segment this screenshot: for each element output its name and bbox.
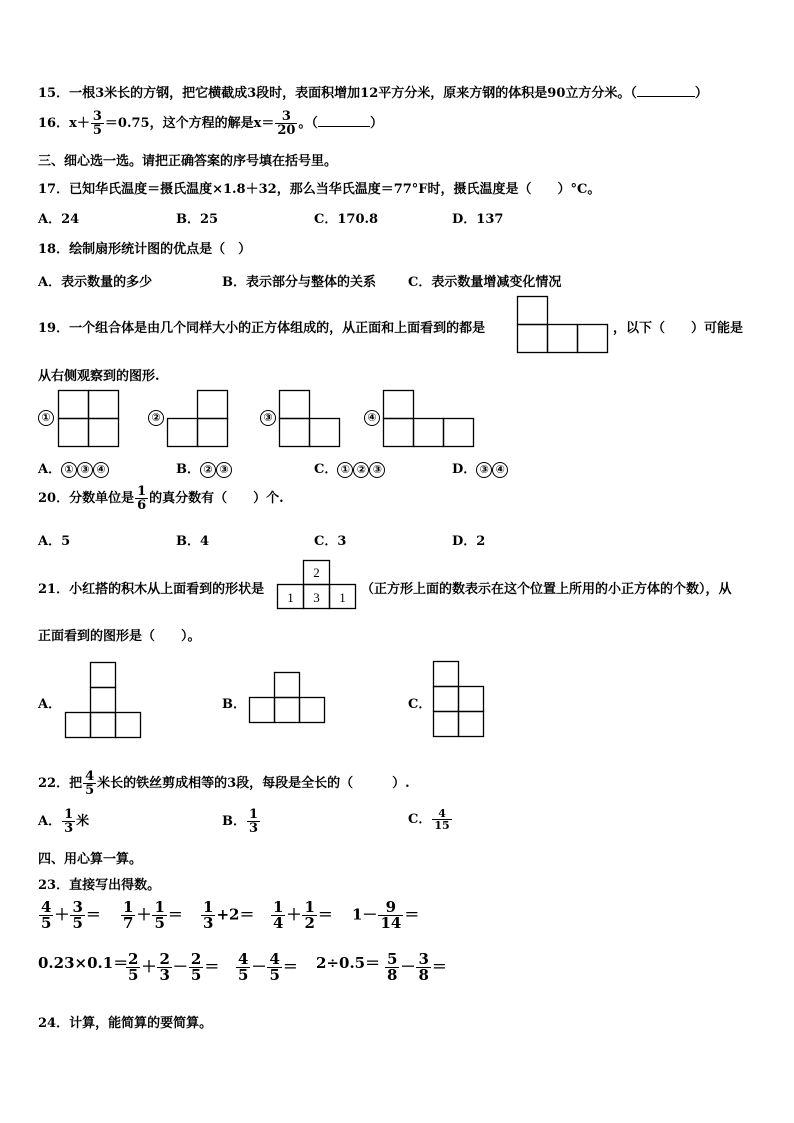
q23-row1-problem-2 (120, 900, 183, 931)
q21-option-c[interactable]: C． (408, 697, 432, 712)
numerator: 1 (123, 898, 134, 916)
fraction (121, 900, 135, 931)
question-19-text-a: 19．一个组合体是由几个同样大小的正方体组成的，从正面和上面看到的都是 (38, 321, 486, 336)
operator: ＝ (431, 957, 447, 976)
operator: 1－ (352, 905, 378, 924)
denominator: 5 (41, 914, 52, 932)
q20-option-a[interactable]: A．5 (38, 534, 71, 549)
fraction (267, 952, 281, 983)
option-letter: C． (314, 462, 338, 477)
circled-number: ① (337, 462, 353, 478)
denominator: 3 (64, 821, 74, 836)
option-letter: A． (38, 814, 62, 829)
q22-option-b[interactable] (222, 808, 261, 835)
q21-figure-b (249, 672, 326, 724)
q21-option-b[interactable]: B． (222, 697, 246, 712)
q23-row2-problem-1 (38, 952, 128, 973)
q23-row1-problem-4 (270, 900, 333, 931)
numerator: 3 (281, 109, 291, 124)
fraction (157, 952, 171, 983)
operator: ＋ (286, 905, 302, 924)
q23-row1-problem-5 (352, 900, 419, 931)
grid-count: 3 (313, 590, 320, 605)
q19-figure-2 (167, 390, 229, 448)
operator: ＋ (136, 905, 152, 924)
circled-number: ④ (492, 462, 508, 478)
fraction (432, 808, 451, 831)
option-letter: A． (38, 462, 62, 477)
q19-option-d[interactable] (452, 458, 508, 478)
numerator: 1 (249, 807, 259, 822)
q22-option-a[interactable] (38, 808, 89, 835)
circled-number: ① (38, 410, 54, 426)
fraction (91, 110, 104, 137)
question-text: 20．分数单位是 (38, 491, 135, 506)
circled-number: ③ (216, 462, 232, 478)
q17-option-b[interactable]: B．25 (176, 212, 219, 227)
numerator: 2 (159, 950, 170, 968)
q19-option-a[interactable] (38, 458, 109, 478)
numerator: 3 (418, 950, 429, 968)
answer-blank[interactable] (318, 126, 370, 127)
numerator: 9 (385, 898, 397, 916)
circled-number: ② (148, 410, 164, 426)
denominator: 7 (123, 914, 134, 932)
question-number: 15． (38, 86, 70, 101)
fraction (385, 952, 399, 983)
fraction (302, 900, 316, 931)
q19-figure-4-label (364, 410, 380, 426)
fraction (201, 900, 215, 931)
denominator: 15 (434, 819, 450, 832)
fraction (126, 952, 140, 983)
option-letter: D． (452, 462, 477, 477)
question-19-text-b: ，以下（ ）可能是 (613, 321, 744, 336)
fraction (152, 900, 166, 931)
question-21-text-b: （正方形上面的数表示在这个位置上所用的小正方体的个数），从 (361, 582, 732, 597)
operator: ＋ (54, 905, 70, 924)
operator: 2÷0.5＝ (316, 954, 381, 972)
answer-blank[interactable] (637, 96, 695, 97)
numerator: 4 (85, 769, 95, 784)
q17-option-a[interactable]: A．24 (38, 212, 80, 227)
circled-number: ③ (476, 462, 492, 478)
grid-count: 1 (287, 590, 294, 605)
q19-front-top-view (517, 296, 609, 356)
numerator: 2 (190, 950, 202, 968)
q21-figure-c (433, 661, 485, 739)
fraction (39, 900, 53, 931)
circled-number: ① (61, 462, 77, 478)
question-number: 16． (38, 116, 70, 131)
denominator: 2 (304, 914, 315, 932)
denominator: 5 (238, 966, 249, 984)
denominator: 5 (190, 966, 202, 984)
option-letter: B． (222, 814, 246, 829)
denominator: 5 (85, 783, 95, 798)
numerator: 3 (72, 898, 83, 916)
denominator: 5 (72, 914, 83, 932)
fraction (236, 952, 250, 983)
numerator: 1 (154, 898, 165, 916)
fraction (70, 900, 84, 931)
circled-number: ③ (369, 462, 385, 478)
denominator: 5 (154, 914, 165, 932)
q19-option-b[interactable] (176, 458, 232, 478)
q21-option-a[interactable]: A． (38, 697, 62, 712)
operator: － (400, 957, 416, 976)
question-17: 17．已知华氏温度＝摄氏温度×1.8＋32，那么当华氏温度＝77°F时，摄氏温度是（ ）°C。 (38, 182, 601, 197)
q17-option-c[interactable]: C．170.8 (314, 212, 379, 227)
operator: － (251, 957, 267, 976)
q20-option-c[interactable]: C．3 (314, 534, 347, 549)
fraction (275, 110, 297, 137)
question-18: 18．绘制扇形统计图的优点是（ ） (38, 242, 252, 257)
paren-close: ） (694, 86, 708, 101)
equation-part: x＋ (69, 116, 90, 131)
q19-figure-3-label (260, 410, 276, 426)
operator: ＝ (167, 905, 183, 924)
q23-row1-problem-3 (200, 900, 254, 931)
denominator: 5 (128, 966, 139, 984)
fraction (416, 952, 430, 983)
question-19-text-c: 从右侧观察到的图形. (38, 369, 160, 384)
q18-option-a[interactable]: A．表示数量的多少 (38, 275, 153, 290)
circled-number: ③ (77, 462, 93, 478)
denominator: 14 (380, 914, 402, 932)
q19-figure-3 (279, 390, 341, 448)
grid-count: 2 (313, 565, 320, 580)
paren-close: ） (369, 116, 383, 131)
option-letter: B． (176, 462, 200, 477)
fraction (62, 808, 75, 835)
q19-figure-1 (58, 390, 120, 448)
q17-option-d[interactable]: D．137 (452, 212, 504, 227)
numerator: 1 (203, 898, 214, 916)
q22-option-c[interactable] (408, 808, 453, 831)
denominator: 5 (92, 123, 102, 138)
fraction (271, 900, 285, 931)
denominator: 8 (387, 966, 398, 984)
denominator: 3 (249, 821, 259, 836)
operator: ＝ (85, 905, 101, 924)
operator: ＋ (141, 957, 157, 976)
operator: ＝ (404, 905, 420, 924)
fraction (247, 808, 260, 835)
operator: +2＝ (216, 905, 255, 924)
section-3-heading: 三、细心选一选。请把正确答案的序号填在括号里。 (38, 154, 338, 169)
q19-figure-1-label (38, 410, 54, 426)
fraction (189, 952, 203, 983)
question-22 (38, 770, 410, 797)
fraction (378, 900, 403, 931)
question-16 (38, 110, 383, 137)
circled-number: ② (353, 462, 369, 478)
circled-number: ④ (93, 462, 109, 478)
unit: 米 (76, 814, 90, 829)
numerator: 4 (238, 950, 249, 968)
question-text: 22．把 (38, 776, 83, 791)
equation-part: 。（ (298, 116, 318, 131)
question-text: 一根3米长的方钢，把它横截成3段时，表面积增加12平方分米，原来方钢的体积是90立方分米。（ (69, 86, 637, 101)
numerator: 4 (269, 950, 280, 968)
q19-figure-4 (383, 390, 475, 448)
q19-figure-2-label (148, 410, 164, 426)
q21-top-view-grid (277, 560, 357, 610)
circled-number: ② (200, 462, 216, 478)
question-20 (38, 485, 284, 512)
numerator: 1 (273, 898, 284, 916)
question-24: 24．计算，能简算的要简算。 (38, 1016, 213, 1031)
numerator: 2 (128, 950, 139, 968)
q20-option-b[interactable]: B．4 (176, 534, 210, 549)
numerator: 5 (387, 950, 398, 968)
section-4-heading: 四、用心算一算。 (38, 852, 143, 867)
numerator: 3 (92, 109, 102, 124)
q23-row2-problem-5 (384, 952, 447, 983)
q23-row2-problem-4 (316, 952, 380, 973)
q18-option-b[interactable]: B．表示部分与整体的关系 (222, 275, 376, 290)
q18-option-c[interactable]: C．表示数量增减变化情况 (408, 275, 562, 290)
question-15 (38, 82, 708, 101)
numerator: 4 (438, 807, 446, 820)
denominator: 20 (277, 123, 296, 138)
denominator: 6 (137, 498, 147, 513)
fraction (83, 770, 96, 797)
fraction (135, 485, 148, 512)
operator: － (172, 957, 188, 976)
operator: ＝ (317, 905, 333, 924)
q23-row1-problem-1 (38, 900, 101, 931)
numerator: 1 (304, 898, 315, 916)
q23-row2-problem-3 (235, 952, 298, 983)
option-letter: C． (408, 812, 432, 827)
denominator: 3 (203, 914, 214, 932)
q20-option-d[interactable]: D．2 (452, 534, 486, 549)
circled-number: ③ (260, 410, 276, 426)
operator: 0.23×0.1＝ (38, 954, 129, 972)
operator: ＝ (204, 957, 220, 976)
equation-part: ＝0.75，这个方程的解是x＝ (104, 116, 275, 131)
question-text: 米长的铁丝剪成相等的3段，每段是全长的（ ）. (97, 776, 410, 791)
operator: ＝ (282, 957, 298, 976)
denominator: 8 (418, 966, 429, 984)
denominator: 4 (273, 914, 284, 932)
question-21-text-a: 21．小红搭的积木从上面看到的形状是 (38, 582, 265, 597)
denominator: 3 (159, 966, 170, 984)
numerator: 1 (137, 484, 147, 499)
circled-number: ④ (364, 410, 380, 426)
q21-figure-a (65, 662, 142, 740)
question-text: 的真分数有（ ）个. (149, 491, 284, 506)
numerator: 1 (64, 807, 74, 822)
q23-row2-problem-2 (125, 952, 219, 983)
q19-option-c[interactable] (314, 458, 385, 478)
denominator: 5 (269, 966, 280, 984)
grid-count: 1 (339, 590, 346, 605)
question-21-text-c: 正面看到的图形是（ ）。 (38, 629, 201, 644)
question-23: 23．直接写出得数。 (38, 878, 161, 893)
numerator: 4 (41, 898, 52, 916)
